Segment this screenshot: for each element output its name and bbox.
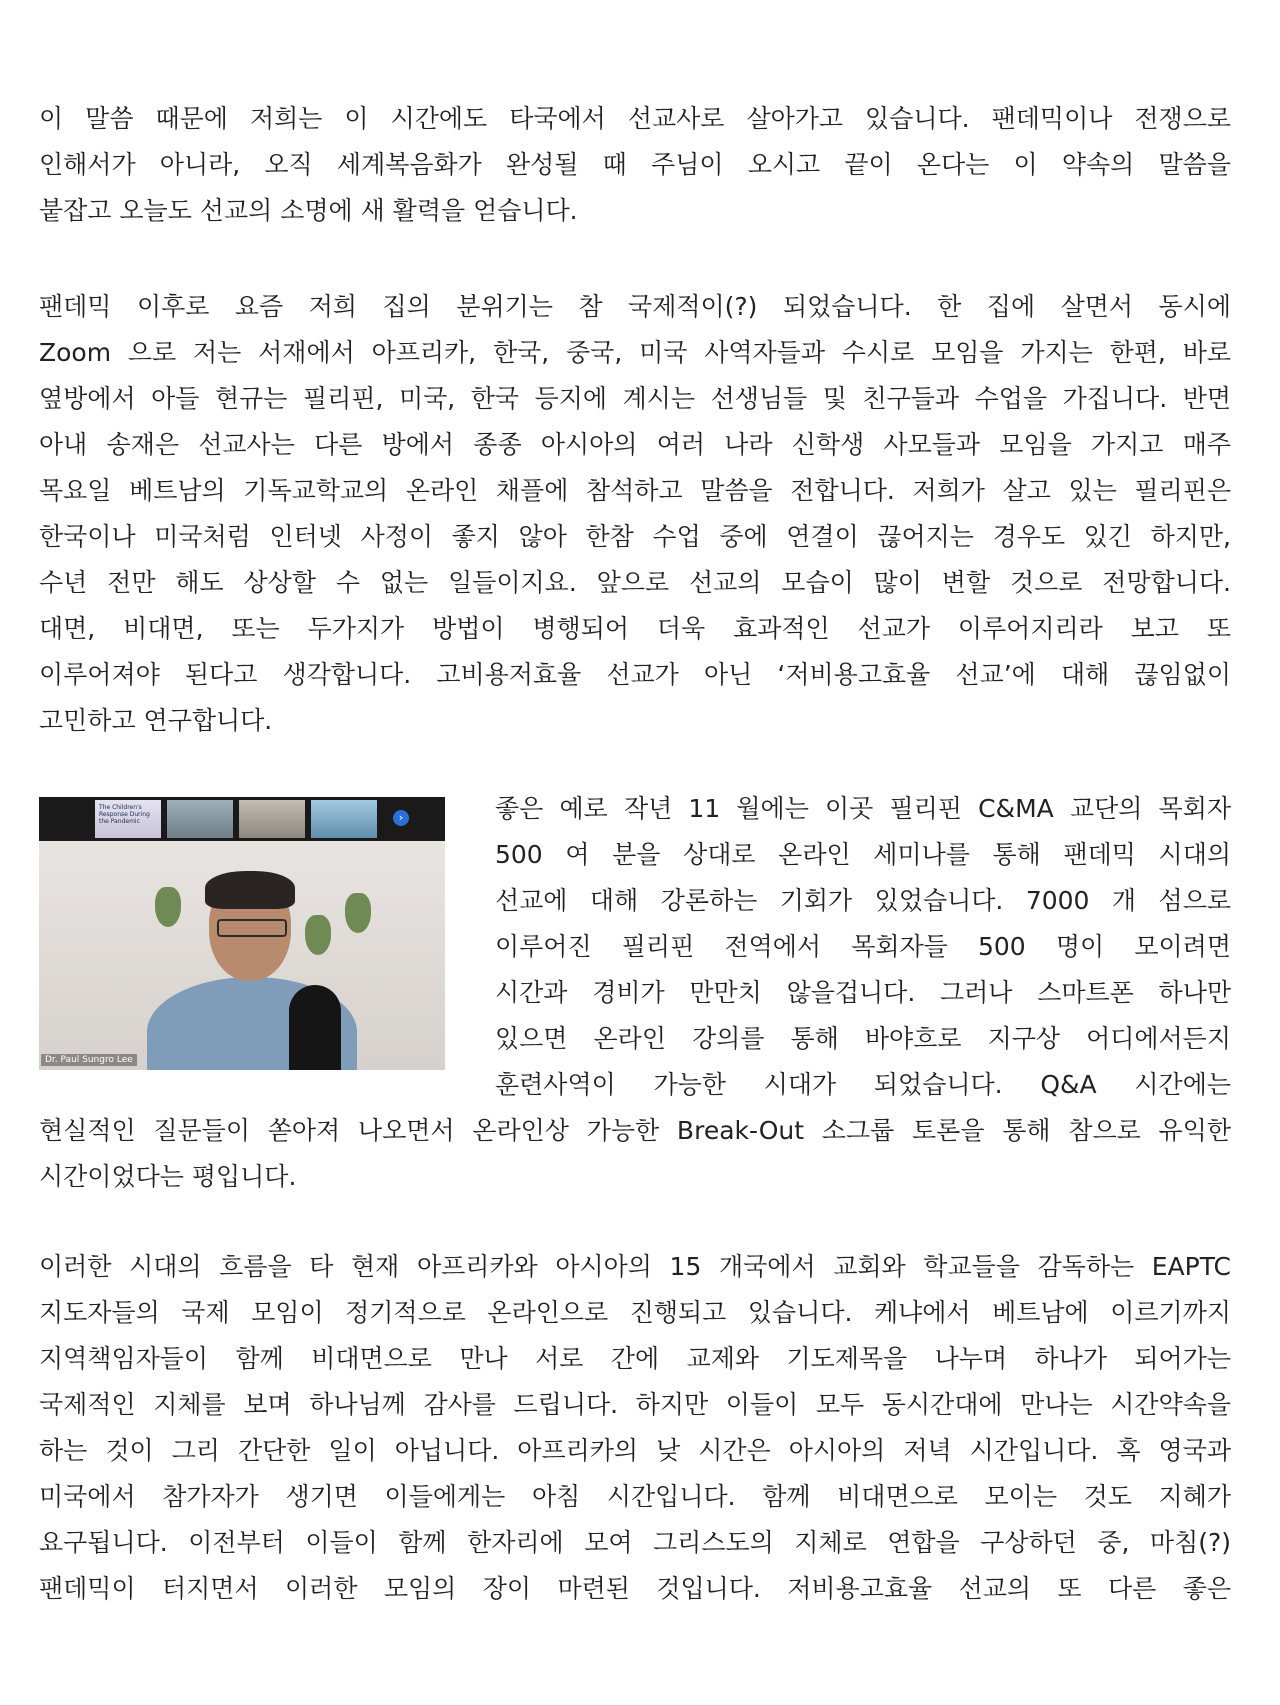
thumbnail-caption: The Children's Response During the Pandemic [99,804,150,825]
text-line: 지도자들의 국제 모임이 정기적으로 온라인으로 진행되고 있습니다. 케냐에서 베트남에 이르기까지 [39,1298,1231,1327]
chevron-right-icon: › [393,810,409,826]
text-line: 옆방에서 아들 현규는 필리핀, 미국, 한국 등지에 계시는 선생님들 및 친구들과 수업을 가집니다. 반면 [39,384,1231,413]
text-line: 하는 것이 그리 간단한 일이 아닙니다. 아프리카의 낮 시간은 아시아의 저녁 시간입니다. 혹 영국과 [39,1436,1231,1465]
text-line: 시간과 경비가 만만치 않을겁니다. 그러나 스마트폰 하나만 [495,978,1231,1007]
text-line: Zoom 으로 저는 서재에서 아프리카, 한국, 중국, 미국 사역자들과 수시로 모임을 가지는 한편, 바로 [39,338,1231,367]
text-line: 미국에서 참가자가 생기면 이들에게는 아침 시간입니다. 함께 비대면으로 모이는 것도 지혜가 [39,1482,1231,1511]
text-line: 한국이나 미국처럼 인터넷 사정이 좋지 않아 한참 수업 중에 연결이 끊어지는 경우도 있긴 하지만, [39,522,1231,551]
text-line: 선교에 대해 강론하는 기회가 있었습니다. 7000 개 섬으로 [495,886,1231,915]
paragraph-2 [39,284,1231,744]
text-line: 팬데믹이 터지면서 이러한 모임의 장이 마련된 것입니다. 저비용고효율 선교의 또 다른 좋은 [39,1574,1231,1603]
text-line: 500 여 분을 상대로 온라인 세미나를 통해 팬데믹 시대의 [495,840,1231,869]
text-line: 고민하고 연구합니다. [39,706,273,735]
text-line: 팬데믹 이후로 요즘 저희 집의 분위기는 참 국제적이(?) 되었습니다. 한 집에 살면서 동시에 [39,292,1231,321]
text-line: 현실적인 질문들이 쏟아져 나오면서 온라인상 가능한 Break-Out 소그룹 토론을 통해 참으로 유익한 [39,1116,1231,1145]
text-line: 요구됩니다. 이전부터 이들이 함께 한자리에 모여 그리스도의 지체로 연합을 구상하던 중, 마침(?) [39,1528,1231,1557]
text-line: 시간이었다는 평입니다. [39,1162,297,1191]
text-line: 이루어진 필리핀 전역에서 목회자들 500 명이 모이려면 [495,932,1231,961]
text-line: 훈련사역이 가능한 시대가 되었습니다. Q&A 시간에는 [495,1070,1231,1099]
text-line: 수년 전만 해도 상상할 수 없는 일들이지요. 앞으로 선교의 모습이 많이 변할 것으로 전망합니다. [39,568,1231,597]
text-line: 지역책임자들이 함께 비대면으로 만나 서로 간에 교제와 기도제목을 나누며 하나가 되어가는 [39,1344,1231,1373]
text-line: 있으면 온라인 강의를 통해 바야흐로 지구상 어디에서든지 [495,1024,1231,1053]
paragraph-3 [39,786,1231,1200]
paragraph-1 [39,96,1231,234]
text-line: 붙잡고 오늘도 선교의 소명에 새 활력을 얻습니다. [39,196,578,225]
text-line: 인해서가 아니라, 오직 세계복음화가 완성될 때 주님이 오시고 끝이 온다는 이 약속의 말씀을 [39,150,1231,179]
text-line: 국제적인 지체를 보며 하나님께 감사를 드립니다. 하지만 이들이 모두 동시간대에 만나는 시간약속을 [39,1390,1231,1419]
paragraph-4 [39,1244,1231,1612]
text-line: 이 말씀 때문에 저희는 이 시간에도 타국에서 선교사로 살아가고 있습니다. 팬데믹이나 전쟁으로 [39,104,1231,133]
text-line: 좋은 예로 작년 11 월에는 이곳 필리핀 C&MA 교단의 목회자 [495,794,1231,823]
text-line: 목요일 베트남의 기독교학교의 온라인 채플에 참석하고 말씀을 전합니다. 저희가 살고 있는 필리핀은 [39,476,1231,505]
text-line: 대면, 비대면, 또는 두가지가 방법이 병행되어 더욱 효과적인 선교가 이루어지리라 보고 또 [39,614,1231,643]
text-line: 이러한 시대의 흐름을 타 현재 아프리카와 아시아의 15 개국에서 교회와 학교들을 감독하는 EAPTC [39,1252,1231,1281]
text-line: 아내 송재은 선교사는 다른 방에서 종종 아시아의 여러 나라 신학생 사모들과 모임을 가지고 매주 [39,430,1231,459]
participant-name-tag: Dr. Paul Sungro Lee [41,1054,137,1066]
text-line: 이루어져야 된다고 생각합니다. 고비용저효율 선교가 아닌 ‘저비용고효율 선교’에 대해 끊임없이 [39,660,1231,689]
